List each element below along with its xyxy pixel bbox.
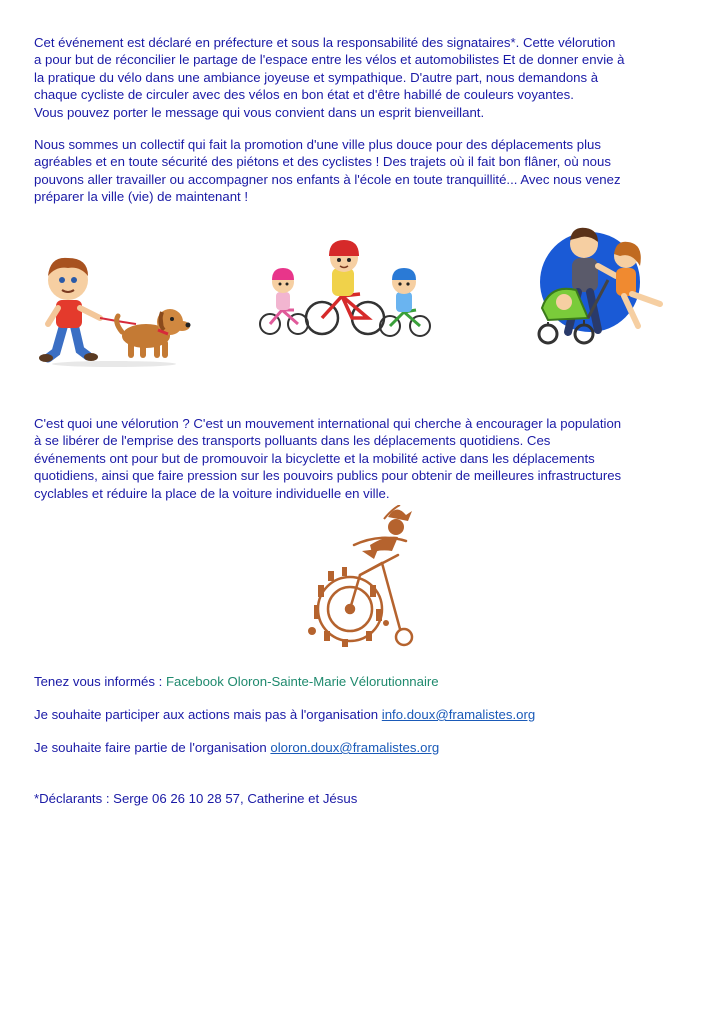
info-line [34, 673, 439, 690]
organize-line [34, 739, 439, 756]
organize-prefix: Je souhaite faire partie de l'organisation [34, 740, 271, 755]
participate-line [34, 706, 535, 723]
text-line: Cet événement est déclaré en préfecture et sous la responsabilité des signataires*. Cette vélorution [34, 35, 616, 50]
text-line: préparer la ville (vie) de maintenant ! [34, 189, 249, 205]
text-line: la pratique du vélo dans une ambiance joyeuse et sympathique. D'autre part, nous demandons à [34, 69, 599, 85]
declarants-line: *Déclarants : Serge 06 26 10 28 57, Catherine et Jésus [34, 791, 358, 806]
family-on-bicycles-illustration [256, 238, 432, 340]
facebook-link[interactable]: Facebook Oloron-Sainte-Marie Vélorutionnaire [165, 674, 439, 689]
text-line: a pour but de réconcilier le partage de l'espace entre les vélos et automobilistes Et de donner envie à [34, 52, 625, 68]
parents-with-stroller-illustration [528, 222, 672, 354]
paragraph-declaration [34, 34, 690, 121]
text-line: chaque cycliste de circuler avec des vélos en bon état et d'être habillé de couleurs voyantes. [34, 87, 574, 103]
text-line: Nous sommes un collectif qui fait la promotion d'une ville plus douce pour des déplacements plus [34, 137, 601, 152]
paragraph-what-is-velorution [34, 415, 690, 502]
velorution-logo-illustration [300, 505, 424, 653]
paragraph-collective [34, 136, 690, 206]
boy-walking-dog-illustration [36, 252, 192, 368]
text-line: à se libérer de l'emprise des transports polluants dans les déplacements quotidiens. Ces [34, 433, 551, 449]
participate-prefix: Je souhaite participer aux actions mais pas à l'organisation [34, 707, 382, 722]
text-line: C'est quoi une vélorution ? C'est un mouvement international qui cherche à encourager la population [34, 416, 622, 431]
text-line: quotidiens, ainsi que faire pression sur les pouvoirs publics pour obtenir de meilleures infrastructures [34, 468, 622, 484]
text-line: événements ont pour but de promouvoir la bicyclette et la mobilité active dans les déplacements [34, 450, 595, 466]
text-line: Vous pouvez porter le message qui vous convient dans un esprit bienveillant. [34, 104, 485, 120]
text-line: agréables et en toute sécurité des piétons et des cyclistes ! Des trajets où il fait bon flâner, où nous [34, 154, 611, 170]
text-line: cyclables et réduire la place de la voiture individuelle en ville. [34, 485, 390, 501]
text-line: pouvons aller travailler ou accompagner nos enfants à l'école en toute tranquillité... Avec nous venez [34, 171, 621, 187]
participate-email-link[interactable]: info.doux@framalistes.org [381, 707, 536, 722]
organize-email-link[interactable]: oloron.doux@framalistes.org [270, 740, 440, 755]
info-prefix: Tenez vous informés : [34, 674, 166, 689]
